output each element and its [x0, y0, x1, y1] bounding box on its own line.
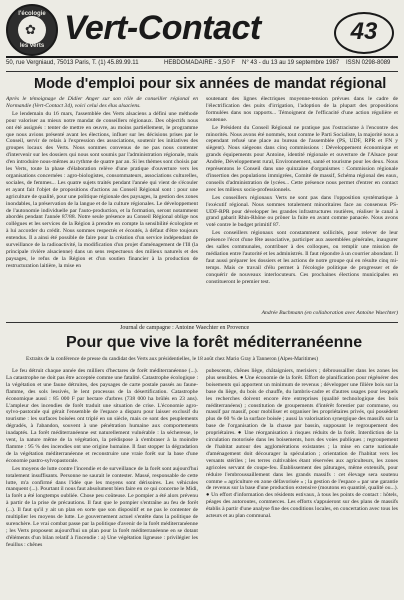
masthead-title: Vert-Contact	[64, 9, 261, 47]
article1-paragraph: Les conseillers régionaux sont constamment sollicités, pour relever de leur présence l'écot d'une fête associative, participer aux assemblées générales, inaugurer des salles communales, contribuer à des colloques, ou remplir une mission de médiation entre l'autorité et les administrés. Il faut répondre à un courrier abondant. Il faut aussi préparer les dossiers et les actions de notre groupe qui en résulte cinq mi-temps. Mais ce travail d'élu permet à l'écologie politique de progresser et de conquérir de nouveaux interlocuteurs. Ces prochaines élections municipales en constitueront le premier test.	[206, 230, 398, 285]
article2-subtitle: Extraits de la conférence de presse du candidat des Verts aux présidentielles, le 18 août chez Mario Gray à Tanneron (Alpes-Maritimes)	[26, 356, 319, 362]
frequency-text: HEBDOMADAIRE - 3,50 F	[164, 60, 236, 66]
article1-paragraph: Les conseillers régionaux Verts ne sont pas dans l'opposition systématique à l'exécutif régional. Nous sommes totalement minoritaires face au consensus PS-UDF-RPR pour développer les grandes infrastructures routières, réaliser le canal à grand gabarit Rhin-Rhône ou prôner la fuite en avant comme panacée. Nous avons voté contre le budget primitif 87.	[206, 194, 398, 229]
address-text: 50, rue Vergniaud, 75013 Paris, T. (1) 45.89.99.11	[6, 60, 139, 66]
issn-text: ISSN 0298-8089	[346, 60, 391, 66]
issue-number-badge	[334, 12, 394, 54]
logo-text-bottom: les verts	[19, 43, 45, 49]
article1-title: Mode d'emploi pour six années de mandat régional	[34, 76, 387, 92]
article1-signature: Andrée Buchmann (en collaboration avec Antoine Waechter)	[261, 310, 398, 316]
sunflower-icon: ✿	[25, 22, 36, 37]
issue-number: 43	[350, 18, 378, 45]
article2-column-left	[6, 368, 198, 596]
article2-paragraph: Les moyens de lutte contre l'incendie et de surveillance de la forêt sont aujourd'hui totalement insuffisants. Personne ne saurait le contester. Massé, responsable de cette lutte, m'a confirmé dans l'idée que les moyens sont dérisoires. Les véhicules manquent (...). Pourtant il nous faut absolument bien faire en ce qui concerne le Midi, la forêt a été longtemps oubliée. Chose peu coûteuse. Le pompier a été alors prévenu à partir de la prise de précautions. Il faut que le pompier s'entraîne au feu de forêt (...). Il faut qu'il y ait un plan en sorte que son dispositif et ne pas le contenter de multiplier les moyens de lutte. Le gouvernement actuel s'entête dans la politique de surenchère. Le vrai combat passe par la politique d'avenir de la forêt méditerranéenne ; les Verts proposent aujourd'hui un plan pour la forêt méditerranéenne en se dotant d'éléments d'un bilan relatif à l'incendie : a) Une végétation ligneuse : privilégier les feuillus : chênes	[6, 465, 198, 548]
article-divider	[6, 322, 398, 323]
article1-intro: Après le témoignage de Didier Anger sur son rôle de conseiller régional en Normandie (Vert-Contact 34), voici celui des élus alsaciens.	[6, 96, 198, 109]
masthead-info-bar	[6, 58, 398, 70]
article1-paragraph: Le Président du Conseil Régional ne pratique pas l'ostracisme à l'encontre des minorités. Nous avons été nommés, tout comme le Parti Socialiste, la majorité nous a cependant refusé une place au bureau de l'assemblée (PS, UDF, RPR et FN y siègent). Nous siégeons dans cinq commissions : Développement économique et grands équipements pour Antoine, identité régionale et ouverture de l'Alsace pour Andrée, Développement rural, Environnement, santé et tourisme pour les deux. Nous représentons le Conseil dans une quinzaine d'organismes : Commission régionale d'insertion des populations immigrées, Comité de massif, Schéma régional des eaux, conseils d'administration de lycées... Cette présence nous permet d'entrer en contact avec les milieux socio-professionnels.	[206, 124, 398, 193]
article2-column-right	[206, 368, 398, 596]
logo-text-top: l'écologie	[18, 11, 46, 17]
article1-paragraph: Le lendemain du 16 mars, l'assemblée des Verts alsaciens a défini une méthode pour valoriser au mieux notre mandat de conseillers régionaux. Des objectifs nous ont été assignés : tenter de mettre en œuvre, au moins partiellement, le programme que nous avions présenté avant les élections, influer sur les décisions prises par le Conseil, servir de relais à l'expression des associations, soutenir les initiatives des groupes locaux des Verts. Nous sommes convenus de ne pas nous contenter d'intervenir sur les dossiers qui nous sont soumis par l'administration régionale, mais d'en introduire nous-mêmes au rythme de quatre par an. Si les thèmes sont choisis par les Verts, toute la phase d'élaboration relève d'une pratique d'ouverture vers les organisations concernées : agro-biologistes, consommateurs, associations culturelles, sociales, de femmes... Les quatre sujets traités pendant l'année qui vient de s'écouler et ayant fait l'objet de propositions d'actions au Conseil Régional sont : pour une agriculture de qualité, pour une politique régionale des paysages, la gestion des zones inondables, la préservation de la langue et de la culture régionales. Le développement de l'autonomie individuelle par l'auto-production, et la formation, seront notamment abordés pendant l'année 87/88. Notre seule présence au Conseil Régional oblige nos collègues et les services de la Région à prendre en compte la sensibilité écologiste et à lui accorder du crédit. Nous sommes respectés et écoutés, à défaut d'être toujours entendus. Il a ainsi été possible de faire pour la création d'un service indépendant de surveillance de la radioactivité, la modification d'un projet d'aménagement de l'Ill (la principale rivière alsacienne) dans un sens respectueux des milieux naturels et des paysages, le refus de la Région et d'un soutien financier à la production de restructuration laitière, la mise en	[6, 110, 198, 269]
article2-paragraph: pubescents, chênes liège, châtaigniers, merisiers ; débroussailler dans les zones les plus sensibles. ● Une économie de la forêt. Effort de planification pour régénérer des boisements qui apportent un minimum de revenus ; développer une filière bois sur la base du liège, du bois de chauffe, du lambris-cadre et d'autres usages pour lesquels les recherches doivent encore être entreprises (qualité technologique des bois méditerranéens) ; constitution de groupements d'intérêt forestier par commune, ou massif par massif, pour mobiliser et organiser les propriétaires privés, qui possèdent plus de 60 % de la surface boisée ; aussi la valorisation synergique des massifs sur la base de l'organisation de la chasse par bassin, supposant le regroupement des propriétaires. ● Une réorganisation à risques réduits de la forêt. Interdiction de la circulation motorisée dans les boisements, hors des voies publiques ; regroupement de l'habitat autour des agglomérations existantes ; la mise en carte nationale d'aménagement doit décourager la spéculation ; orientation de l'habitat vers les versants stériles ; les terres cultivables étant réservées aux agriculteurs, les zones agricoles servant de coupe-feu. Établissement des pâturages, même extensifs, pour réduire l'embroussaillement dans les grands massifs : cet élevage sera soutenu comme « agriculture en zone défavorisée » ; la gestion de l'espace » par une garantie de revenus sur la base d'une production extensive (moutons en quantité, qualité ou...). ● Un effort d'information des résidents estivaux, à tous les points de contact : hôtels, péages des autoroutes, commerces. Les efforts s'appuieront sur des plans de massifs établis à partir d'une analyse fine des conditions locales, en concertation avec tous les acteurs et au plan communal.	[206, 368, 398, 520]
article1-column-left	[6, 96, 198, 310]
ecology-logo	[6, 4, 58, 56]
info-rule	[6, 71, 398, 72]
article1-column-right	[206, 96, 398, 310]
article2-kicker: Journal de campagne : Antoine Waechter en Provence	[120, 325, 250, 331]
issue-dates: N° 43 - du 13 au 19 septembre 1987	[242, 60, 340, 66]
article2-title: Pour que vive la forêt méditerranéenne	[66, 334, 363, 351]
article1-paragraph: soutenant des lignes électriques moyenne-tension prévues dans le cadre de l'électrification des puits d'irrigation, l'adoption de la plupart des propositions formulées dans nos rapports... Témoignent de l'efficacité d'une action régulière et soutenue.	[206, 96, 398, 123]
article2-paragraph: Le feu détruit chaque année des milliers d'hectares de forêt méditerranéenne (...). La catastrophe ne doit pas être acceptée comme une fatalité. Catastrophe écologique : la végétation et une faune détruites, des paysages de carte postale passés au faune-flamme, des sols lessivés, le lent processus de la désertification. Catastrophe économique aussi : 85 000 F par hectare d'arbres (738 000 ha brûlés en 23 ans). L'ampleur des incendies de forêt traduit une situation de crise. L'économie agro-sylvo-pastorale qui gérait l'ensemble de l'espace a disparu pour laisser exclusif du tourisme : les surfaces boisées ont triplé en un siècle, mais ce sont des peuplements dégradés, à l'abandon, souvent à une pénétration humaine aux comportements inadaptés. La forêt méditerranéenne est naturellement vulnérable : la sécheresse, le vent, la nature même de la végétation, la prédispose à s'embraser à la moindre flamme : 95 % des incendies ont une origine humaine. Il faut stopper la dégradation de la végétation méditerranéenne et reconstruire une vraie forêt sur la base d'une économie pastro-sylvopastorale.	[6, 368, 198, 464]
